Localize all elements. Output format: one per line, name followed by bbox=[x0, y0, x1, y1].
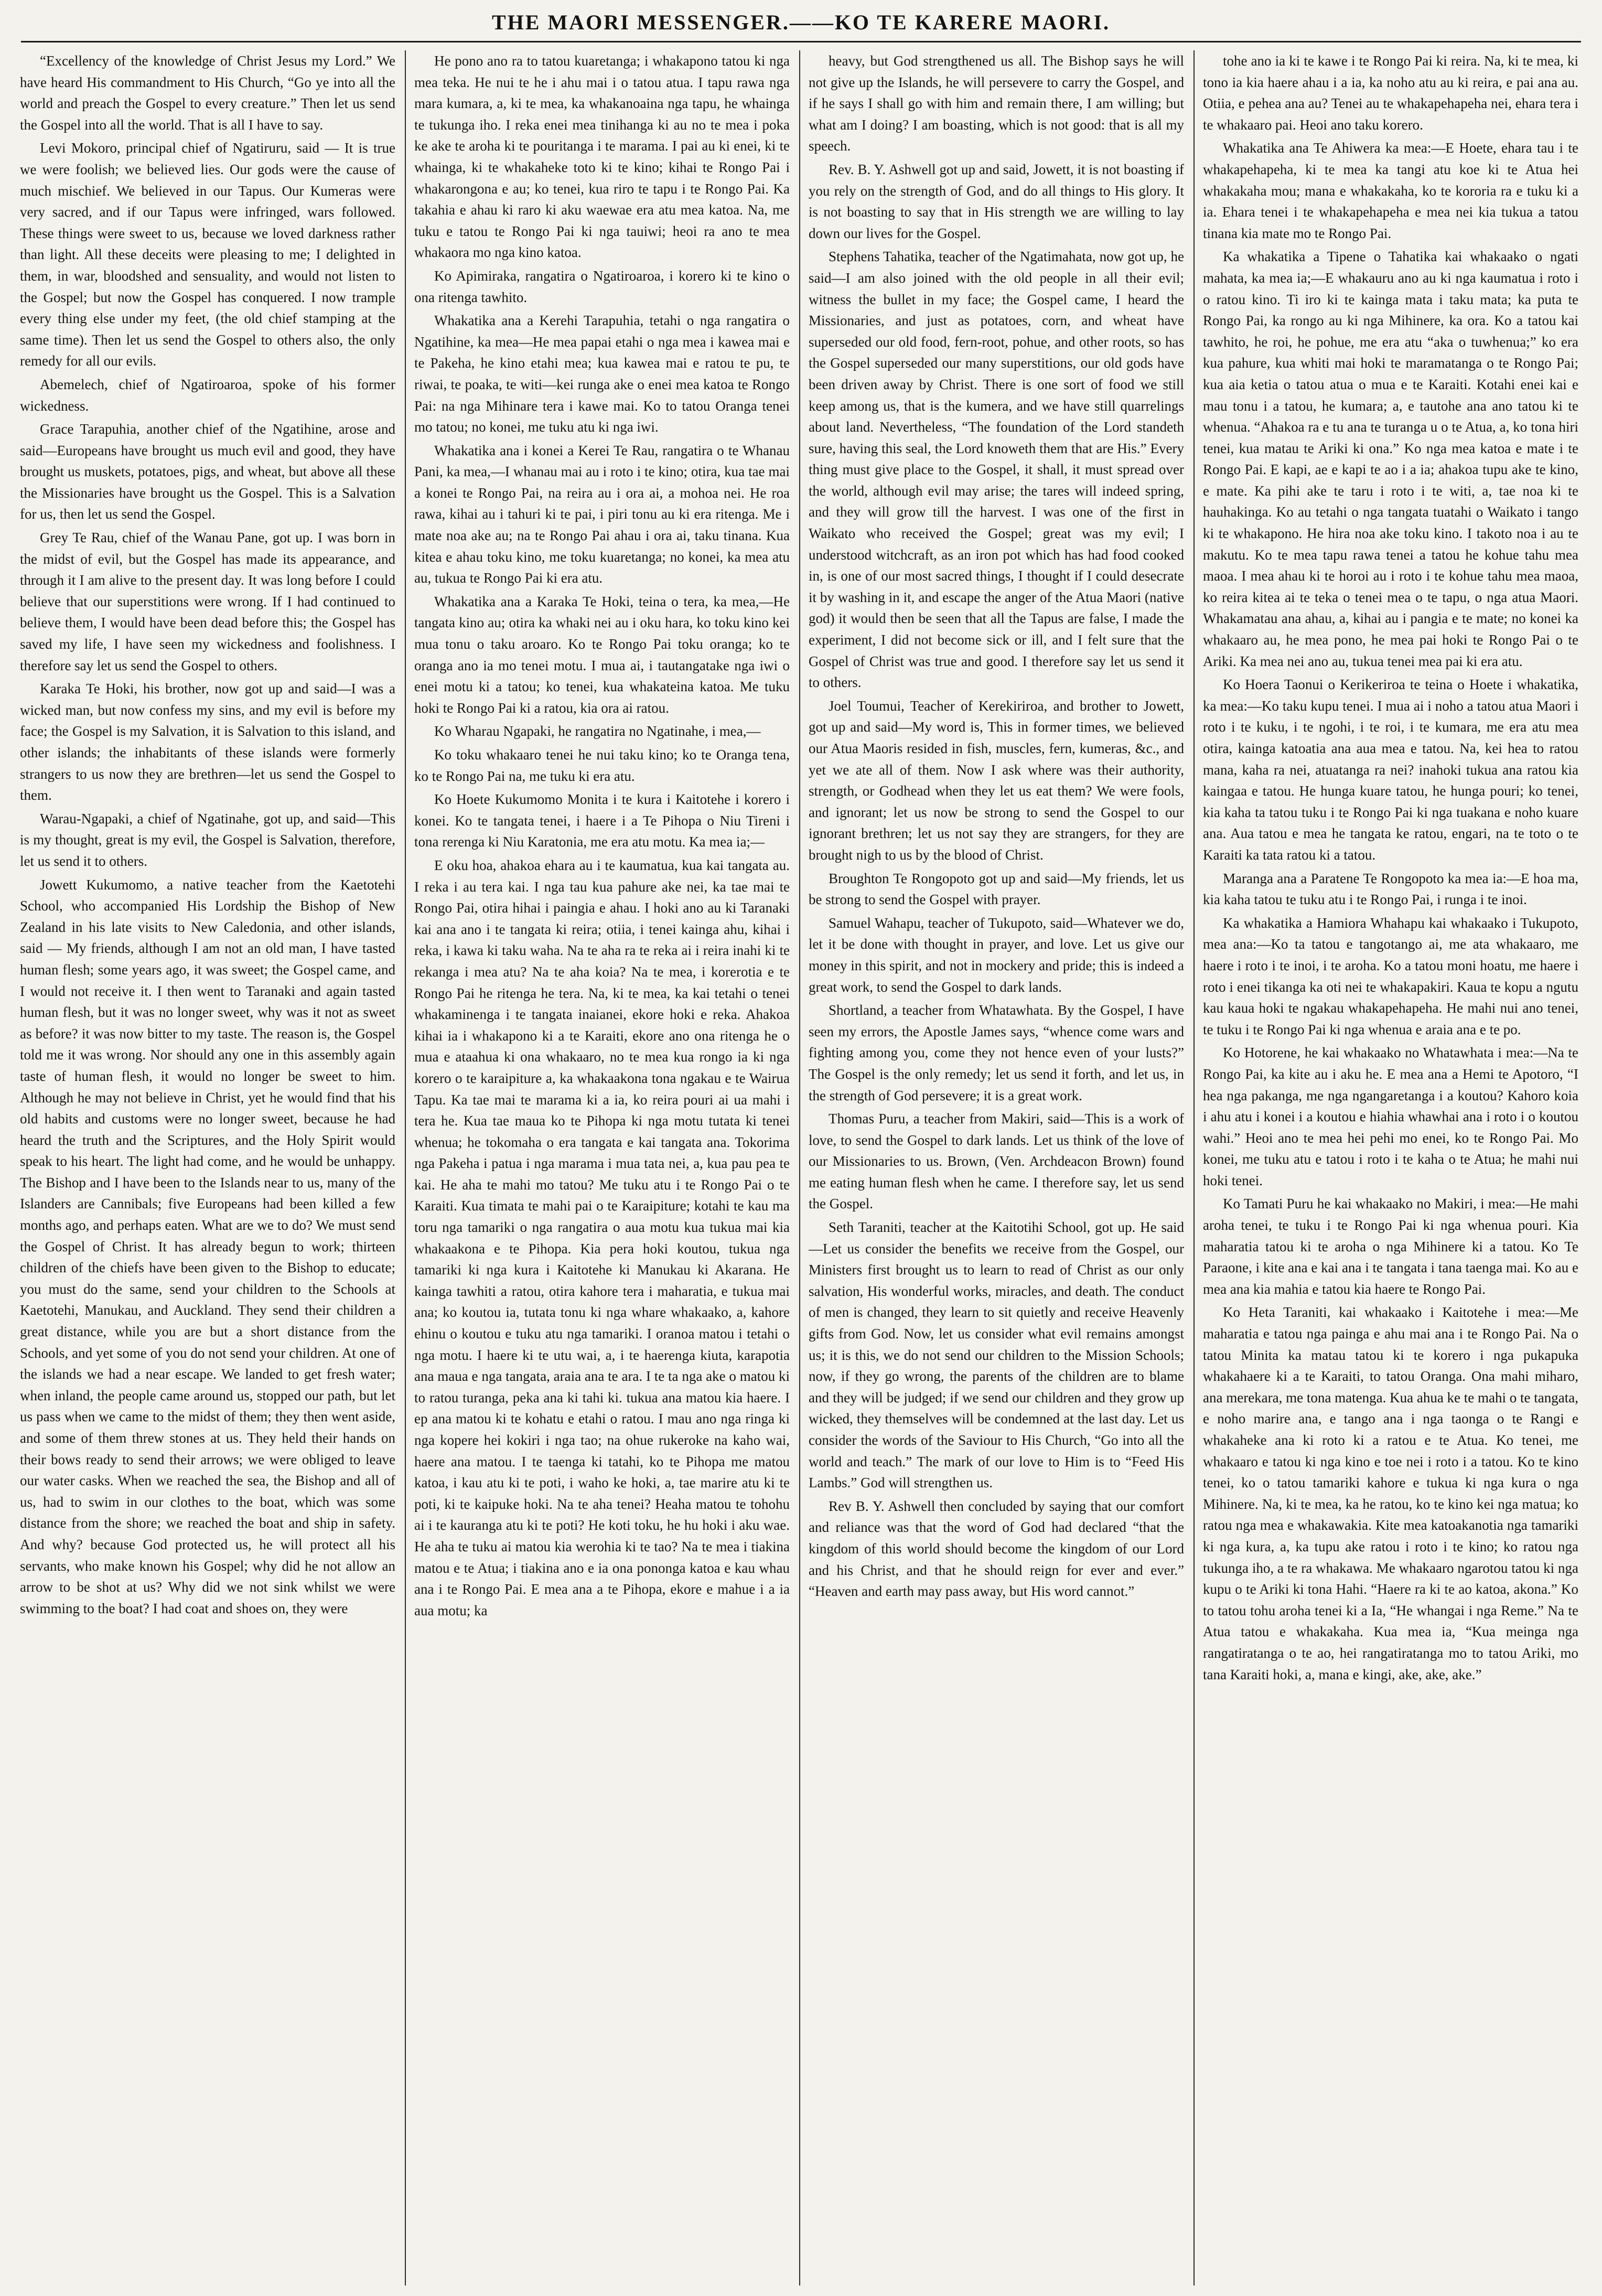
paragraph: Ko toku whakaaro tenei he nui taku kino; ko te Oranga tena, ko te Rongo Pai na, me tuku ki era atu. bbox=[414, 747, 790, 784]
paragraph: Ko Heta Taraniti, kai whakaako i Kaitotehe i mea:—Me maharatia e tatou nga painga e ahu mai ana i te Rongo Pai. Na o tatou Minita ka matau tatou ki te korero i nga pukapuka whakahaere ki a te Karaiti, to tatou Oranga. Ona mahi miharo, ana merekara, me tona matenga. Kua ahua ke te mahi o te tangata, e noho marire ana, e tango ana i nga taonga o te Rangi e whakaheke ana ki roto ki a ratou e te Atua. Ko tenei, me whakaaro e tatou ki nga kino e toe nei i roto i a tatou. Ko te kino tenei, ko o tatou tamariki kahore e tukua ki nga kura o nga Mihinere. Na, ki te mea, ka he ratou, ko te kino kei nga matua; ko ratou nga mea e whakawakia. Kite mea katoakanotia nga tamariki ki nga kura, a, ka tupu ake ratou i roto i te kino; ko ratou nga tukunga iho, a te ra whakawa. Me whakaaro ngarotou tatou ki nga kupu o te Ariki ki tona Hahi. “Haere ra ki te ao katoa, akona.” Ko to tatou tohu aroha tenei ki a Ia, “He whangai i nga Reme.” Na te Atua tatou e whakakaha. Kua mea ia, “Kua meinga nga rangatiratanga o te ao, hei rangatiratanga mo to tatou Ariki, mo tana Karaiti hoki, a, mana e kingi, ake, ake, ake.” bbox=[1203, 1304, 1578, 1682]
paragraph: Ka whakatika a Tipene o Tahatika kai whakaako o ngati mahata, ka mea ia;—E whakauru ano au ki nga kaumatua i roto i o ratou kino. Ti iro ki te kainga mata i taku mata; ka puta te Rongo Pai, ka rongo au ki nga Mihinere, ka ora. Ko a tatou kai tawhito, he roi, he pohue, me era atu “aka o tuwhenua;” ko era kua pahure, kua whiti mai hoki te maramatanga o te Rongo Pai; kua aia ketia o tatou atua o mua e te Karaiti. Kotahi enei kai e mau tonu i a tatou, he kumara; a, e tautohe ana ano tatou ki te whenua. “Ahakoa ra e tu ana te turanga u o te Atua, a, ko tona hiri tenei, kua matau te Ariki ki ona.” Ko nga mea katoa e mate i te Rongo Pai. E kapi, ae e kapi te ao i a ia; ahakoa tupu ake te kino, e mate. Ka pihi ake te taru i roto i te witi, a, tae noa ki te hauhakinga. Ko au tetahi o nga tangata tuatahi o Waikato i tango ki te whakapono. He hira noa ake toku kino. I takoto noa i au te makutu. Ko te mea tapu rawa tenei a tatou he kohue tahu mea maoa. I mea ahau ki te horoi au i roto i te kohue tahu mea maoa, ko reira kitea ai te teka o tenei mea o te tapu, o nga atua Maori. Whakamatau ana ahau, a, kihai au i pangia e te mate; no konei ka whakaaro au, he mea pono, he mea pai hoki te Rongo Pai o te Ariki. Ka mea nei ano au, tukua tenei mea pai ki era atu. bbox=[1203, 249, 1578, 669]
paragraph: Samuel Wahapu, teacher of Tukupoto, said—Whatever we do, let it be done with thought in prayer, and love. Let us give our money in this spirit, and not in mockery and pride; this is indeed a great work, to send the Gospel to dark lands. bbox=[809, 915, 1184, 995]
paragraph: Whakatika ana a Karaka Te Hoki, teina o tera, ka mea,—He tangata kino au; otira ka whaki nei au i oku hara, ko toku kino kei mua tonu o taku aroaro. Ko te Rongo Pai toku oranga; ko te oranga ano ia mo tenei motu. I mua ai, i tautangatake nga iwi o enei motu ki a tatou; ko tenei, kua whakateina katoa. Me tuku hoki te Rongo Pai ki a ratou, kia ora ai ratou. bbox=[414, 593, 790, 716]
paragraph: Maranga ana a Paratene Te Rongopoto ka mea ia:—E hoa ma, kia kaha tatou te tuku atu i te Rongo Pai, i runga i te inoi. bbox=[1203, 870, 1578, 908]
paragraph: Ko Hoera Taonui o Kerikeriroa te teina o Hoete i whakatika, ka mea:—Ko taku kupu tenei. I mua ai i noho a tatou atua Maori i roto i te kuku, i te ngohi, i te roi, i te kumara, me era atu mea otira, kainga katoatia ana aua mea e tatou. Na, kei hea to ratou mana, kaha ra nei, atuatanga ra nei? inahoki tukua ana ratou kia kaingaa e tatou. He hunga kuare tatou, he hunga pouri; ko tenei, kia kaha ta tatou tuku i te Rongo Pai ki nga tuakana e noho kuare ana. Aua tatou e mea he tangata ke ratou, engari, na te toto o te Karaiti ka tata ratou ki a tatou. bbox=[1203, 677, 1578, 863]
masthead-title: THE MAORI MESSENGER.——KO TE KARERE MAORI. bbox=[491, 10, 1111, 34]
paragraph: Stephens Tahatika, teacher of the Ngatimahata, now got up, he said—I am also joined with the old people in all their evil; witness the bullet in my face; the Gospel came, I heard the Missionaries, and just as potatoes, corn, and wheat have superseded our old food, fern-root, pohue, and other roots, so has the Gospel superseded our many superstitions, our old gods have been driven away by Christ. There is one sort of food we still keep among us, that is the kumera, and we have still quarrelings about land. Nevertheless, “The foundation of the Lord standeth sure, having this seal, the Lord knoweth them that are His.” Every thing must give place to the Gospel, it shall, it must spread over the world, although evil may arise; the tares will indeed spring, and they will grow till the harvest. I was one of the first in Waikato who received the Gospel; great was my evil; I understood witchcraft, as an iron pot which has had food cooked in, is one of our most sacred things, I thought if I could desecrate it by washing in it, and escape the anger of the Atua Maori (native god) it would then be seen that all the Tapus are false, I made the experiment, I did not become sick or ill, and I felt sure that the Gospel of Christ was true and good. I therefore say let us send it to others. bbox=[809, 249, 1184, 691]
column-3-english bbox=[809, 50, 1184, 2286]
paragraph: Joel Toumui, Teacher of Kerekiriroa, and brother to Jowett, got up and said—My word is, This in former times, we believed our Atua Maoris resided in fish, muscles, fern, kumeras, &c., and yet we ate all of them. Now I ask where was their authority, strength, or Godhead when they let us eat them? We were fools, and ignorant; let us now be strong to send the Gospel to our ignorant brethren; let us not say they are strangers, for they are brought nigh to us by the blood of Christ. bbox=[809, 698, 1184, 863]
column-4-maori bbox=[1203, 50, 1578, 2286]
paragraph: Shortland, a teacher from Whatawhata. By the Gospel, I have seen my errors, the Apostle James says, “whence come wars and fighting among you, come they not hence even of your lusts?” The Gospel is the only remedy; let us send it forth, and let us, in the strength of God persevere; it is a great work. bbox=[809, 1002, 1184, 1103]
paragraph: Ko Tamati Puru he kai whakaako no Makiri, i mea:—He mahi aroha tenei, te tuku i te Rongo Pai ki nga whenua pouri. Kia maharatia tatou ki te aroha o nga Mihinere ki a tatou. Ko Te Paraone, i kite ana e kai ana i te tangata i tana taenga mai. Ko au e mea ana kia mahia e tatou kia haere te Rongo Pai. bbox=[1203, 1196, 1578, 1297]
paragraph: E oku hoa, ahakoa ehara au i te kaumatua, kua kai tangata au. I reka i au tera kai. I nga tau kua pahure ake nei, ka tae mai te Rongo Pai, otira hihai i paingia e ahau. I hoki ano au ki Taranaki kai ana ano i te tangata ki reira; otiia, i tenei kainga ahu, kihai i reka, i kawa ki taku waha. Na te aha ra te reka ai i reira inahi ki te rekanga i mea atu? Na te aha koia? Na te mea, i korerotia e te Rongo Pai he ritenga he tera. Na, ki te mea, ka kai tetahi o tenei whakaminenga i te tangata inaianei, ekore hoki e reka. Ahakoa kihai ia i whakapono ki a te Karaiti, ekore ano ona ritenga he o mua e ataahua ki ona whakaaro, no te mea kua rongo ia ki nga korero o te karaipiture a, ka whakaakona tona ngakau e te Wairua Tapu. Ka tae mai te marama ki a ia, ko reira pouri ai ua mahi i tera he. Kua tae maua ko te Pihopa ki nga motu tutata ki tenei whenua; he tokomaha o era tangata e kai tangata ana. Tokorima nga Pakeha i patua i nga marama i mua tata nei, a, kua pau pea te kai. He aha te mahi mo tatou? Me tuku atu i te Rongo Pai o te Karaiti. Kua timata te mahi pai o te Karaipiture; kotahi te kau ma toru nga tamariki o nga rangatira o aua motu kua tukua mai kia whakaakona e te Pihopa. Kia pera hoki koutou, tukua nga tamariki ki nga kura i Kaitotehe ki Manukau ki Akarana. He kainga tawhiti a ratou, otira kahore tera i maharatia, e tukua mai ana; ko koutou ia, tutata tonu ki nga whare whakaako, a, kahore ehinu o koutou e tuku atu nga tamariki. I oranoa matou i tetahi o nga motu. I haere ki te utu wai, a, i te haerenga kiuta, karapotia ana maua e nga tangata, araia ana te ara. I te ta nga ake o matou ki to ratou turanga, peka ana ki tahi ki. tukua ana matou kia haere. I ep ana matou ki te kohatu e etahi o ratou. I mau ano nga ringa ki nga kopere hei kokiri i nga tao; na ohue rukeroke na kaho wai, haere ana matou. I te taenga ki tatahi, ko te Pihopa me matou katoa, i kau atu ki te poti, i waho ke hoki, a, tae marire atu ki te poti, ki te kaipuke hoki. Na te aha tenei? Heaha matou te tohohu ai i te kauranga atu ki te poti? He koti toku, he hu hoki i aku wae. He aha te tuku ai matou kia werohia ki te tao? Na te mea i tiakina matou e te Atua; i tiakina ano e ia ona pononga katoa e kau whau ana i te Rongo Pai. E mea ana a te Pihopa, ekore e mahue i a ia aua motu; ka bbox=[414, 857, 790, 1618]
paragraph: Karaka Te Hoki, his brother, now got up and said—I was a wicked man, but now confess my sins, and my evil is before my face; the Gospel is my Salvation, it is Salvation to this island, and other islands; the inhabitants of these islands were formerly strangers to us now they are brethren—let us send the Gospel to them. bbox=[20, 681, 395, 803]
paragraph: Abemelech, chief of Ngatiroaroa, spoke of his former wickedness. bbox=[20, 376, 395, 414]
paragraph: “Excellency of the knowledge of Christ Jesus my Lord.” We have heard His commandment to His Church, “Go ye into all the world and preach the Gospel to every creature.” Then let us send the Gospel into all the world. That is all I have to say. bbox=[20, 53, 395, 133]
paragraph: Whakatika ana a Kerehi Tarapuhia, tetahi o nga rangatira o Ngatihine, ka mea—He mea papai etahi o nga mea i kawea mai e te Pakeha, he kino etahi mea; kua kawea mai e ratou te pu, te riwai, te poaka, te witi—kei runga ake o enei mea katoa te Rongo Pai: na nga Mihinare tera i kawe mai. Ko to tatou Oranga tenei mo tatou; no konei, me tuku atu ki nga iwi. bbox=[414, 313, 790, 435]
paragraph: He pono ano ra to tatou kuaretanga; i whakapono tatou ki nga mea teka. He nui te he i ahu mai i o tatou atua. I tapu rawa nga mara kumara, a, ki te mea, ka whakanoaina nga tapu, he whainga te tukunga iho. I reka enei mea tinihanga ki au no te mea i poka ke ake te aroha ki te pouritanga i te marama. I pai au ki enei, ki te whainga, ki te whakaheke toto ki te kino; kihai te Rongo Pai i whakarongona e au; ko tenei, kua riro te tapu i te Rongo Pai. Ka takahia e ahau ki raro ki aku waewae era atu mea katoa. Na, me tuku e tatou te Rongo Pai ki nga tauiwi; heoi ra ano te mea whakaora mo nga kino katoa. bbox=[414, 53, 790, 261]
column-rule bbox=[799, 50, 800, 2286]
column-rule bbox=[1194, 50, 1195, 2286]
paragraph: Grace Tarapuhia, another chief of the Ngatihine, arose and said—Europeans have brought us much evil and good, they have brought us muskets, potatoes, pigs, and wheat, but above all these the Missionaries have brought us the Gospel. This is a Salvation for us, then let us send the Gospel. bbox=[20, 421, 395, 522]
paragraph: Seth Taraniti, teacher at the Kaitotihi School, got up. He said—Let us consider the benefits we receive from the Gospel, our Ministers first brought us to learn to read of Christ as our only salvation, His wonderful works, miracles, and death. The conduct of men is changed, they learn to sit quietly and receive Heavenly gifts from God. Now, let us consider what evil remains amongst us; it is this, we do not send our children to the Mission Schools; now, if they go wrong, the parents of the children are to blame and they will be judged; if we send our children and they grow up wicked, they themselves will be condemned at the last day. Let us consider the words of the Saviour to His Church, “Go into all the world and teach.” The mark of our love to Him is to “Feed His Lambs.” God will strengthen us. bbox=[809, 1219, 1184, 1491]
paragraph: Thomas Puru, a teacher from Makiri, said—This is a work of love, to send the Gospel to dark lands. Let us think of the love of our Missionaries to us. Brown, (Ven. Archdeacon Brown) found me eating human flesh when he came. I therefore say, let us send the Gospel. bbox=[809, 1111, 1184, 1212]
paragraph: Jowett Kukumomo, a native teacher from the Kaetotehi School, who accompanied His Lordship the Bishop of New Zealand in his late visits to New Caledonia, and other islands, said — My friends, although I am not an old man, I have tasted human flesh; some years ago, it was sweet; the Gospel came, and I would not receive it. I then went to Taranaki and again tasted human flesh, but it was no longer sweet, why was it not as sweet as before? it was now bitter to my taste. The reason is, the Gospel told me it was wrong. Nor should any one in this assembly again taste of human flesh, it would no longer be sweet to him. Although he may not believe in Christ, yet he would find that his old habits and customs were no longer sweet, because he had heard the truth and the Scriptures, and the Holy Spirit would speak to his heart. The light had come, and he would be unhappy. The Bishop and I have been to the Islands near to us, many of the Islanders are Cannibals; five Europeans had been killed a few months ago, and perhaps eaten. What are we to do? We must send the Gospel of Christ. It has already begun to work; thirteen children of the chiefs have been given to the Bishop to educate; you must do the same, send your children to the Schools at Kaetotehi, Manukau, and Auckland. They send their children a great distance, while you are but a short distance from the Schools, and yet some of you do not send your children. At one of the islands we had a near escape. We landed to get fresh water; when inland, the people came around us, stopped our path, but let us pass when we came to the midst of them; they then went aside, and some of them threw stones at us. They held their hands on their bows ready to send their arrows; we were obliged to leave our water casks. When we reached the sea, the Bishop and all of us, had to swim in our clothes to the boat, which was some distance from the shore; we reached the boat and ship in safety. And why? because God protected us, he will protect all his servants, who make known his Gospel; why did he not allow an arrow to be shot at us? Why did we not sink whilst we were swimming to the boat? I had coat and shoes on, they were bbox=[20, 876, 395, 1616]
masthead-rule bbox=[21, 41, 1581, 42]
paragraph: Whakatika ana i konei a Kerei Te Rau, rangatira o te Whanau Pani, ka mea,—I whanau mai au i roto i te kino; otira, kua tae mai a konei te Rongo Pai, na reira au i ora ai, a mohoa nei. He roa rawa, kihai au i tahuri ki te pai, i piri tonu au ki era ritenga. Me i mate noa ake au; na te Rongo Pai ahau i ora ai, taku tinana. Kua kitea e ahau toku kino, me toku kuaretanga; no konei, ka mea atu au, tukua te Rongo Pai ki era atu. bbox=[414, 442, 790, 586]
paragraph: Broughton Te Rongopoto got up and said—My friends, let us be strong to send the Gospel with prayer. bbox=[809, 870, 1184, 908]
column-rule bbox=[405, 50, 406, 2286]
paragraph: Ko Hoete Kukumomo Monita i te kura i Kaitotehe i korero i konei. Ko te tangata tenei, i haere i a Te Pihopa o Niu Tireni i tona rerenga ki Niu Karatonia, me era atu motu. Ka mea ia;— bbox=[414, 791, 790, 850]
paragraph: Ko Hotorene, he kai whakaako no Whatawhata i mea:—Na te Rongo Pai, ka kite au i aku he. E mea ana a Hemi te Apotoro, “I hea nga pakanga, me nga ngangaretanga i a koutou? Kahoro koia i ahu atu i konei i a koutou e hiahia whawhai ana i roto i o koutou wahi.” Heoi ano te mea hei pehi mo enei, ko te Rongo Pai. Mo konei, me tuku atu e tatou i roto i te kaha o te Atua; he mahi nui hoki tenei. bbox=[1203, 1045, 1578, 1188]
paragraph: tohe ano ia ki te kawe i te Rongo Pai ki reira. Na, ki te mea, ki tono ia kia haere ahau i a ia, ka noho atu au ki reira, e pai ana au. Otiia, e pehea ana au? Tenei au te whakapehapeha nei, ehara tera i te whakaaro pai. Heoi ano taku korero. bbox=[1203, 53, 1578, 133]
paragraph: Warau-Ngapaki, a chief of Ngatinahe, got up, and said—This is my thought, great is my evil, the Gospel is Salvation, therefore, let us send it to others. bbox=[20, 810, 395, 869]
paragraph: Grey Te Rau, chief of the Wanau Pane, got up. I was born in the midst of evil, but the Gospel has made its appearance, and through it I am alive to the present day. It was long before I could believe that our superstitions were wrong. If I had continued to believe them, I would have been dead before this; the Gospel has saved my life, I have seen my wickedness and foolishness. I therefore say let us send the Gospel to others. bbox=[20, 530, 395, 673]
paragraph: heavy, but God strengthened us all. The Bishop says he will not give up the Islands, he will persevere to carry the Gospel, and if he says I shall go with him and remain there, I am willing; but what am I doing? I am boasting, which is not good: that is all my speech. bbox=[809, 53, 1184, 154]
paragraph: Rev B. Y. Ashwell then concluded by saying that our comfort and reliance was that the word of God had declared “that the kingdom of this world should become the kingdom of our Lord and his Christ, and that he should reign for ever and ever.” “Heaven and earth may pass away, but His word cannot.” bbox=[809, 1498, 1184, 1600]
paragraph: Levi Mokoro, principal chief of Ngatiruru, said — It is true we were foolish; we believed lies. Our gods were the cause of much mischief. We believed in our Tapus. Our Kumeras were very sacred, and if our Tapus were infringed, wars followed. These things were sweet to us, because we loved darkness rather than light. All these deceits were pleasing to me; I delighted in them, in war, bloodshed and sensuality, and would not listen to the Gospel; but now the Gospel has conquered. I now trample every thing else under my feet, (the old chief stamping at the same time). Then let us send the Gospel to others also, the only remedy for all our evils. bbox=[20, 140, 395, 369]
column-2-maori bbox=[414, 50, 790, 2286]
paragraph: Ko Wharau Ngapaki, he rangatira no Ngatinahe, i mea,— bbox=[434, 723, 761, 739]
column-1-english bbox=[20, 50, 395, 2286]
paragraph: Ko Apimiraka, rangatira o Ngatiroaroa, i korero ki te kino o ona ritenga tawhito. bbox=[414, 267, 790, 305]
paragraph: Ka whakatika a Hamiora Whahapu kai whakaako i Tukupoto, mea ana:—Ko ta tatou e tangotango ai, me ata whakaaro, me haere i roto i te inoi, i te aroha. Ko a tatou moni hoatu, me haere i roto i enei tikanga ka oti nei te whakapakiri. Kaua te kopu a ngutu kau kaua hoki te ngakau whakapehapeha. He mahi nui ano tenei, te tuku i te Rongo Pai ki nga whenua e araia ana e te po. bbox=[1203, 915, 1578, 1037]
paragraph: Whakatika ana Te Ahiwera ka mea:—E Hoete, ehara tau i te whakapehapeha, ki te mea ka tangi atu koe ki te Atua hei whakakaha mou; mana e whakakaha, ko te kororia ra e tuku ki a ia. Ehara tenei i te whakapehapeha e mea nei kia tukua a tatou tinana kia mate mo te Rongo Pai. bbox=[1203, 140, 1578, 241]
paragraph: Rev. B. Y. Ashwell got up and said, Jowett, it is not boasting if you rely on the strength of God, and do all things to His glory. It is not boasting to say that in His strength we are willing to lay down our lives for the Gospel. bbox=[809, 161, 1184, 241]
